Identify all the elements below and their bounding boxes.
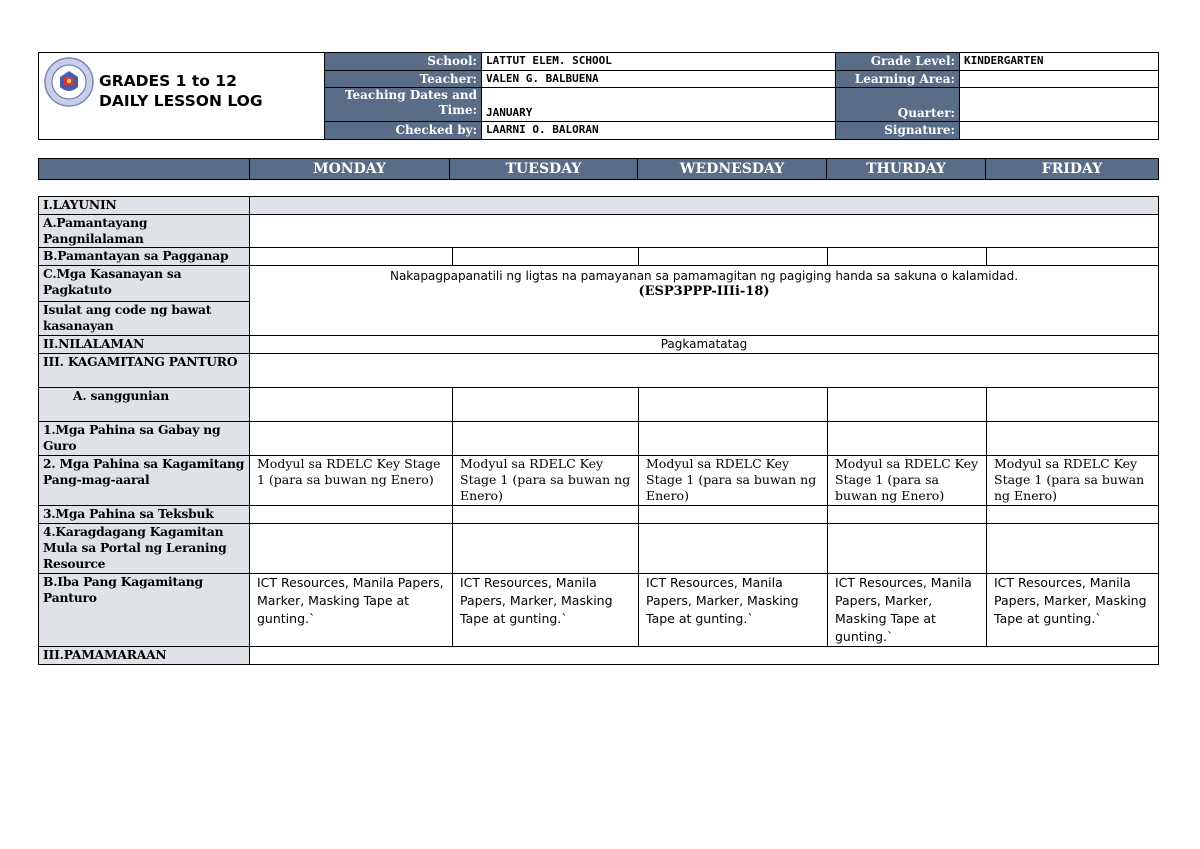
school-label: School: bbox=[325, 53, 482, 71]
doc-title-line1: GRADES 1 to 12 bbox=[99, 72, 237, 90]
day-header-table bbox=[38, 158, 1159, 180]
teaching-dates-label-line1: Teaching Dates and bbox=[344, 88, 477, 103]
ict-wed: ICT Resources, Manila Papers, Marker, Masking Tape at gunting.` bbox=[639, 574, 828, 647]
learning-area-value bbox=[960, 70, 1159, 88]
row-nilalaman: II.NILALAMAN bbox=[39, 336, 250, 354]
pamamaraan-value bbox=[250, 647, 1159, 665]
kasanayan-cell bbox=[250, 266, 1159, 336]
teksbuk-mon bbox=[250, 506, 453, 524]
day-header-blank bbox=[39, 159, 250, 180]
sanggunian-tue bbox=[453, 388, 639, 422]
kasanayan-text: Nakapagpapanatili ng ligtas na pamayanan sa pamamagitan ng pagiging handa sa sakuna o kalamidad. bbox=[389, 269, 1019, 283]
sanggunian-wed bbox=[639, 388, 828, 422]
kasanayan-code: (ESP3PPP-IIIi-18) bbox=[638, 284, 770, 299]
pagganap-fri bbox=[987, 248, 1159, 266]
gabay-fri bbox=[987, 422, 1159, 456]
deped-seal-icon bbox=[44, 57, 94, 107]
teksbuk-wed bbox=[639, 506, 828, 524]
row-teksbuk: 3.Mga Pahina sa Teksbuk bbox=[39, 506, 250, 524]
signature-value bbox=[960, 122, 1159, 140]
checked-by-value: LAARNI O. BALORAN bbox=[482, 122, 836, 140]
teksbuk-tue bbox=[453, 506, 639, 524]
row-pamantayang-pangnilalaman: A.Pamantayang Pangnilalaman bbox=[39, 215, 250, 248]
day-monday: MONDAY bbox=[250, 159, 450, 180]
gabay-mon bbox=[250, 422, 453, 456]
sanggunian-fri bbox=[987, 388, 1159, 422]
day-tuesday: TUESDAY bbox=[450, 159, 638, 180]
row-karagdagang: 4.Karagdagang Kagamitan Mula sa Portal ng Leraning Resource bbox=[39, 524, 250, 574]
row-sanggunian: A. sanggunian bbox=[39, 388, 250, 422]
learning-area-label: Learning Area: bbox=[836, 70, 960, 88]
gabay-tue bbox=[453, 422, 639, 456]
day-thursday: THURDAY bbox=[827, 159, 986, 180]
pamantayang-pangnilalaman-value bbox=[250, 215, 1159, 248]
ict-thu: ICT Resources, Manila Papers, Marker, Masking Tape at gunting.` bbox=[828, 574, 987, 647]
day-wednesday: WEDNESDAY bbox=[638, 159, 827, 180]
pagganap-thu bbox=[828, 248, 987, 266]
grade-level-value: KINDERGARTEN bbox=[960, 53, 1159, 71]
modyul-tue: Modyul sa RDELC Key Stage 1 (para sa buwan ng Enero) bbox=[453, 456, 639, 506]
row-kagamitang-mag-aaral: 2. Mga Pahina sa Kagamitang Pang-mag-aaral bbox=[39, 456, 250, 506]
row-layunin-fill bbox=[250, 197, 1159, 215]
lesson-log-table bbox=[38, 196, 1159, 665]
karagdagang-fri bbox=[987, 524, 1159, 574]
sanggunian-thu bbox=[828, 388, 987, 422]
sanggunian-mon bbox=[250, 388, 453, 422]
doc-title-line2: DAILY LESSON LOG bbox=[99, 92, 263, 110]
grade-level-label: Grade Level: bbox=[836, 53, 960, 71]
ict-mon: ICT Resources, Manila Papers, Marker, Masking Tape at gunting.` bbox=[250, 574, 453, 647]
checked-by-label: Checked by: bbox=[325, 122, 482, 140]
modyul-wed: Modyul sa RDELC Key Stage 1 (para sa buwan ng Enero) bbox=[639, 456, 828, 506]
ict-tue: ICT Resources, Manila Papers, Marker, Masking Tape at gunting.` bbox=[453, 574, 639, 647]
teksbuk-thu bbox=[828, 506, 987, 524]
ict-fri: ICT Resources, Manila Papers, Marker, Masking Tape at gunting.` bbox=[987, 574, 1159, 647]
teaching-dates-label-line2: Time: bbox=[438, 103, 477, 118]
karagdagang-wed bbox=[639, 524, 828, 574]
teacher-value: VALEN G. BALBUENA bbox=[482, 70, 836, 88]
row-kagamitang-panturo: III. KAGAMITANG PANTURO bbox=[39, 354, 250, 388]
pagganap-wed bbox=[639, 248, 828, 266]
pagganap-tue bbox=[453, 248, 639, 266]
header-logo-cell bbox=[39, 53, 325, 140]
quarter-label: Quarter: bbox=[836, 88, 960, 122]
row-pamamaraan: III.PAMAMARAAN bbox=[39, 647, 250, 665]
gabay-thu bbox=[828, 422, 987, 456]
modyul-thu: Modyul sa RDELC Key Stage 1 (para sa buwan ng Enero) bbox=[828, 456, 987, 506]
row-layunin: I.LAYUNIN bbox=[39, 197, 250, 215]
signature-label: Signature: bbox=[836, 122, 960, 140]
row-pamantayan-pagganap: B.Pamantayan sa Pagganap bbox=[39, 248, 250, 266]
teaching-dates-label bbox=[325, 88, 482, 122]
day-friday: FRIDAY bbox=[986, 159, 1159, 180]
karagdagang-mon bbox=[250, 524, 453, 574]
karagdagang-tue bbox=[453, 524, 639, 574]
teaching-dates-value: JANUARY bbox=[482, 88, 836, 122]
modyul-mon: Modyul sa RDELC Key Stage 1 (para sa buwan ng Enero) bbox=[250, 456, 453, 506]
kagamitang-panturo-value bbox=[250, 354, 1159, 388]
nilalaman-value: Pagkamatatag bbox=[250, 336, 1159, 354]
karagdagang-thu bbox=[828, 524, 987, 574]
school-value: LATTUT ELEM. SCHOOL bbox=[482, 53, 836, 71]
pagganap-mon bbox=[250, 248, 453, 266]
teacher-label: Teacher: bbox=[325, 70, 482, 88]
row-iba-pang: B.Iba Pang Kagamitang Panturo bbox=[39, 574, 250, 647]
modyul-fri: Modyul sa RDELC Key Stage 1 (para sa buwan ng Enero) bbox=[987, 456, 1159, 506]
header-table bbox=[38, 52, 1159, 140]
gabay-wed bbox=[639, 422, 828, 456]
row-kasanayan: C.Mga Kasanayan sa Pagkatuto bbox=[39, 266, 250, 302]
quarter-value bbox=[960, 88, 1159, 122]
teksbuk-fri bbox=[987, 506, 1159, 524]
row-gabay-guro: 1.Mga Pahina sa Gabay ng Guro bbox=[39, 422, 250, 456]
row-isulat-code: Isulat ang code ng bawat kasanayan bbox=[39, 302, 250, 336]
